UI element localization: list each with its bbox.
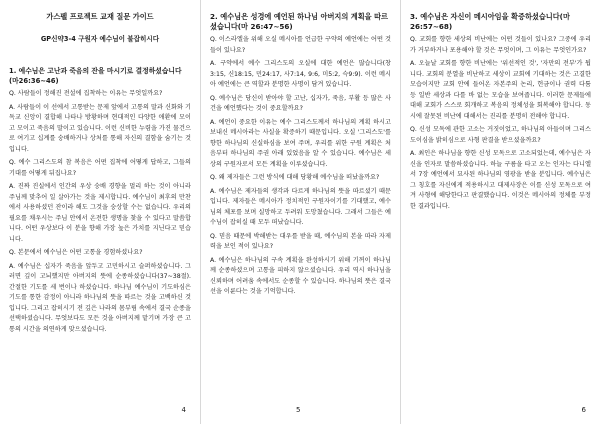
- paragraph: Q. 본문에서 예수님은 어떤 고통을 경험하셨나요?: [9, 249, 143, 256]
- page-number: 6: [581, 406, 586, 414]
- section-3-heading: 3. 예수님은 자신이 메시아임을 확증하셨습니다(마 26:57~68): [410, 12, 570, 31]
- page-title: 가스펠 프로젝트 교재 질문 가이드: [46, 12, 154, 21]
- paragraph: Q. 이스라엘을 위해 오실 메시아를 언급한 구약의 예언에는 어떤 것들이 있나요?: [210, 36, 391, 54]
- paragraph: Q. 믿음 때문에 박해받는 대우를 받을 때, 예수님의 본을 따라 자제력을 보인 적이 있나요?: [210, 232, 391, 250]
- paragraph: A. 최인은 하나님을 향한 신성 모독으로 고소되었는데, 예수님은 자신을 인자로 말씀하셨습니다. 하늘 구름을 타고 오는 인자는 다니엘서 7장 예언에서 묘사된 하나님의 영광을 받을 분입니다. 예수님은 그 칭호를 자신에게 적용하시고 대제사장은 이를 신성 모독으로 여겨 사형에 해당한다고 판결했습니다. 이것은 메시아의 정체를 부정한 결과입니다.: [410, 150, 591, 210]
- paragraph: Q. 예수 그리스도의 참 복음은 어떤 집착에 어떻게 답하고, 그들의 기대를 어떻게 뒤집나요?: [9, 159, 191, 177]
- paragraph: A. 사람들이 이 선에서 고통받는 문제 앞에서 고통의 말과 신화와 기독교 신앙이 결합해 나타나 방황하며 현대적인 다양한 애환에 모이고 모이고 죽음의 말이고 있습니다. 이런 신비한 누렴을 가진 물건으로 여기고 십계를 숭배하거나 상처를 통해 자신의 결함을 숨기는 것입니다.: [9, 103, 191, 153]
- paragraph: Q. 예수님은 당신이 받아야 할 고난, 십자가, 죽음, 부활 등 많은 사건을 예언했다는 것이 중요할까요?: [210, 94, 391, 112]
- page-6: [400, 0, 600, 424]
- section-2-heading: 2. 예수님은 성경에 예언된 하나님 아버지의 계획을 따르셨습니다(마 26:47~56): [210, 12, 388, 31]
- page-number: 4: [181, 406, 186, 414]
- paragraph: Q. 교회를 향한 세상의 비난에는 어떤 것들이 있나요? 그중에 우리가 거부하거나 포용해야 할 것은 무엇이며, 그 이유는 무엇인가요?: [410, 36, 591, 54]
- paragraph: Q. 왜 제자들은 그런 방식에 대해 당황해 예수님을 떠났을까요?: [210, 174, 380, 181]
- paragraph: A. 예수님은 하나님의 구속 계획을 완성하시기 위해 기꺼이 하나님께 순종하셨으며 고통을 피하지 않으셨습니다. 우리 역시 하나님을 신뢰하며 어려움 속에서도 순종할 수 있습니다. 하나님의 뜻은 결국 선을 이룬다는 것을 기억합니다.: [210, 256, 391, 295]
- section-1-heading: 1. 예수님은 고난과 죽음의 잔을 마시기로 결정하셨습니다(마26:36~46): [9, 67, 182, 85]
- paragraph: A. 오늘날 교회를 향한 비난에는 '위선적인 것', '자만의 전부'가 됩니다. 교회의 분열을 비난하고 세상이 교회에 기대하는 것은 고결한 모습이지만 교회 안에 들어온 자본주의 논리, 헌금이나 권력 다툼 등 일반 세상과 다를 바 없는 모습을 보여줍니다. 이러한 문제들에 대해 교회가 스스로 회개하고 복음의 정체성을 회복해야 합니다. 동시에 잘못된 비난에 대해서는 진리를 분명히 전해야 합니다.: [410, 60, 591, 120]
- paragraph: A. 구약에서 예수 그리스도의 오실에 대한 예언은 많습니다(창3:15, 신18:15, 민24:17, 사7:14, 9:6, 미5:2, 슥9:9). 이런 메시아 예언에는 큰 역할과 분명한 사명이 담겨 있습니다.: [210, 60, 391, 88]
- paragraph: A. 예수님은 제자들의 생각과 다르게 하나님의 뜻을 따르셨기 때문입니다. 제자들은 메시아가 정치적인 구원자이기를 기대했고, 예수님의 체포를 보며 실망하고 두려워 도망쳤습니다. 그래서 그들은 예수님이 잡히실 때 모두 떠났습니다.: [210, 187, 391, 226]
- page-4: [0, 0, 200, 424]
- paragraph: Q. 사람들이 정해진 전설에 집착하는 이유는 무엇일까요?: [9, 90, 163, 97]
- page-number: 5: [296, 406, 301, 414]
- paragraph: A. 진짜 진실에서 인간의 우상 숭배 경향을 멀리 하는 것이 아니라 주님께 맞추어 일 살아가는 것을 제시합니다. 예수님이 최후의 만찬에서 사용하셨던 잔이라 해도 그것을 숭상할 수는 없습니다. 우리의 필요를 채우시는 주님 안에서 온전한 생명을 찾을 수 있다고 말씀합니다. 어떤 우상보다 이 분을 향해 가장 높은 가치를 지닌다고 믿습니다.: [9, 183, 191, 243]
- paragraph: A. 예언이 중요한 이유는 예수 그리스도께서 하나님의 계획 하시고 보내신 메시아라는 사실을 확증하기 때문입니다. 오실 '그리스도'를 향한 하나님의 신실하심을 보여 주며, 우리를 위한 구원 계획은 처음부터 하나님의 주권 아래 있었음을 알 수 있습니다. 예수님은 세상의 구원자로서 모든 계획을 이루셨습니다.: [210, 118, 391, 168]
- page-5: [200, 0, 400, 424]
- lesson-subtitle: GP신약3-4 구원자 예수님이 불잡히시다: [40, 35, 160, 43]
- paragraph: Q. 신성 모독에 관한 고소는 거짓이었고, 하나님의 아들이며 그리스도이심을 밝히심으로 사형 판결을 받으셨을까요?: [410, 126, 591, 144]
- paragraph: A. 예수님은 십자가 죽음을 앞두고 고민하시고 슬퍼하셨습니다. 그러면 깊이 고뇌했지만 아버지의 뜻에 순종하셨습니다(37~38절). 간절한 기도를 세 번이나 하셨습니다. 하나님 예수님이 기도하심은 기도를 통한 감정이 아니라 하나님의 뜻을 따르는 것을 고백하신 것입니다. 그리고 잡히시기 전 깊은 나라의 몸부림 속에서 결국 순종을 선택하셨습니다. 무엇보다도 모든 것을 아버지께 맡기며 가장 큰 고통의 시간을 의연하게 맞으셨습니다.: [9, 262, 191, 333]
